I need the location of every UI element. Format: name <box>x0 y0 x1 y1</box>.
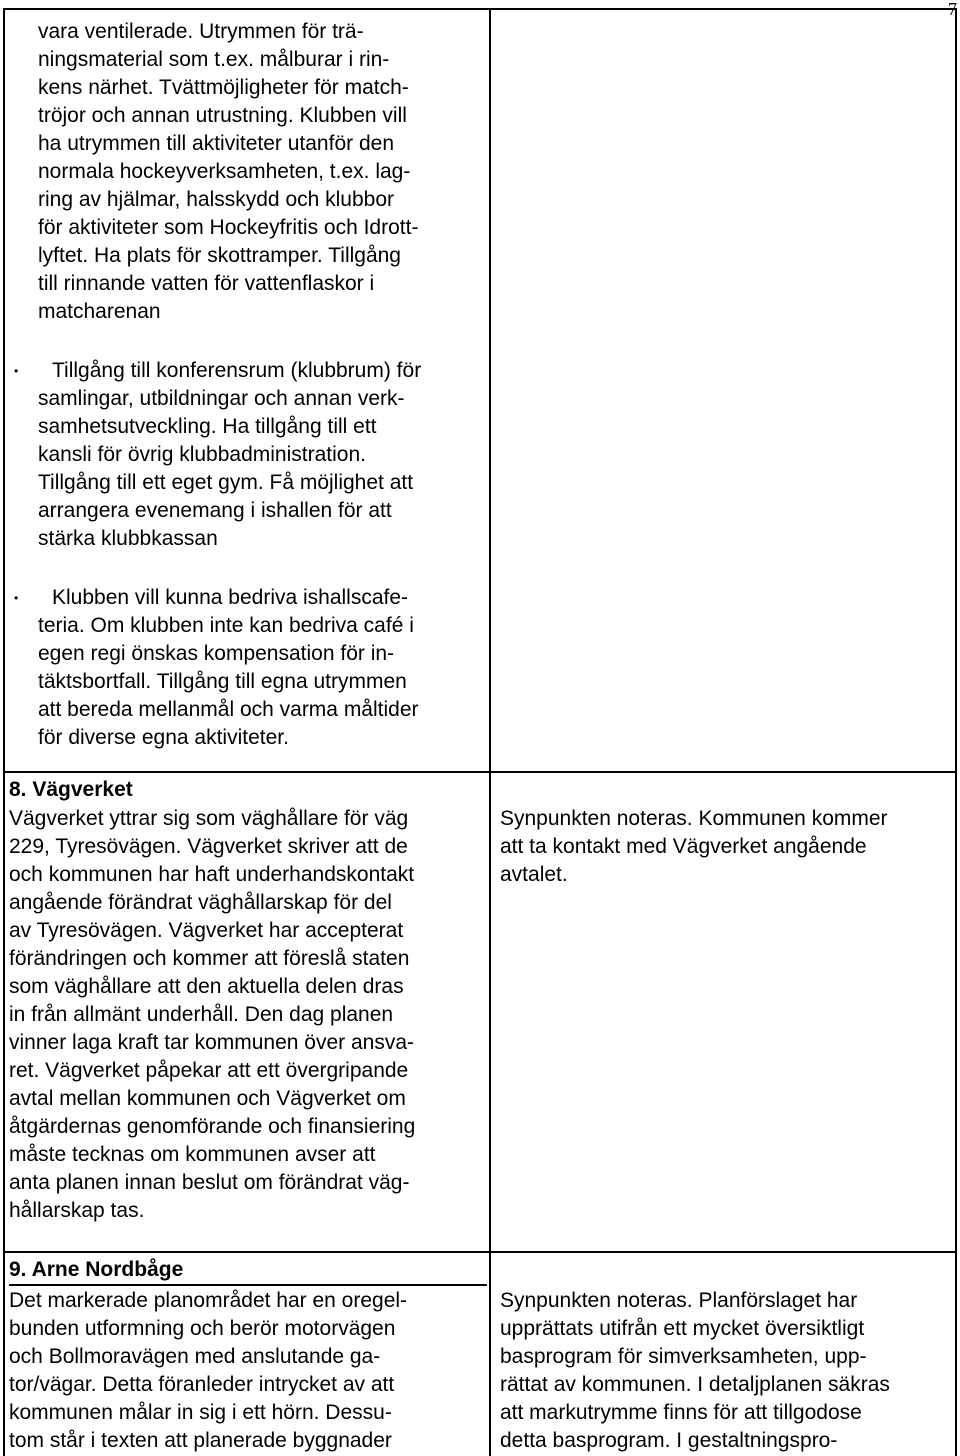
text-line: angående förändrat väghållarskap för del <box>9 891 392 914</box>
text-line: lyftet. Ha plats för skottramper. Tillgång <box>38 244 401 267</box>
text-line: bunden utformning och berör motorvägen <box>9 1317 396 1340</box>
response-line: avtalet. <box>500 863 568 886</box>
text-line: Klubben vill kunna bedriva ishallscafe- <box>52 586 409 609</box>
text-line: normala hockeyverksamheten, t.ex. lag- <box>38 160 411 183</box>
text-line: för diverse egna aktiviteter. <box>38 726 289 749</box>
response-line: basprogram för simverksamheten, upp- <box>500 1345 867 1368</box>
response-line: upprättats utifrån ett mycket översiktligt <box>500 1317 865 1340</box>
text-line: ha utrymmen till aktiviteter utanför den <box>38 132 394 155</box>
text-line: anta planen innan beslut om förändrat väg- <box>9 1171 410 1194</box>
text-line: ningsmaterial som t.ex. målburar i rin- <box>38 48 390 71</box>
text-line: Vägverket yttrar sig som väghållare för väg <box>9 807 409 830</box>
text-line: tröjor och annan utrustning. Klubben vill <box>38 104 407 127</box>
text-line: att bereda mellanmål och varma måltider <box>38 698 419 721</box>
row-divider-9 <box>3 1251 957 1253</box>
page-number: 7 <box>948 0 957 19</box>
text-line: för aktiviteter som Hockeyfritis och Idrott- <box>38 216 419 239</box>
section-heading: 8. Vägverket <box>9 778 133 801</box>
row-divider-8 <box>3 771 957 773</box>
column-divider <box>489 8 491 1456</box>
text-line: tor/vägar. Detta föranleder intrycket av att <box>9 1373 395 1396</box>
section-heading: 9. Arne Nordbåge <box>9 1256 487 1286</box>
text-line: arrangera evenemang i ishallen för att <box>38 499 392 522</box>
text-line: måste tecknas om kommunen avser att <box>9 1143 376 1166</box>
response-line: Synpunkten noteras. Kommunen kommer <box>500 807 888 830</box>
text-line: teria. Om klubben inte kan bedriva café i <box>38 614 414 637</box>
text-line: ret. Vägverket påpekar att ett övergripande <box>9 1059 409 1082</box>
text-line: Tillgång till ett eget gym. Få möjlighet att <box>38 471 414 494</box>
text-line: kansli för övrig klubbadministration. <box>38 443 366 466</box>
bullet-marker: • <box>14 364 19 378</box>
text-line: samlingar, utbildningar och annan verk- <box>38 387 405 410</box>
text-line: egen regi önskas kompensation för in- <box>38 642 395 665</box>
text-line: ring av hjälmar, halsskydd och klubbor <box>38 188 395 211</box>
text-line: avtal mellan kommunen och Vägverket om <box>9 1087 406 1110</box>
text-line: 229, Tyresövägen. Vägverket skriver att de <box>9 835 408 858</box>
text-line: förändringen och kommer att föreslå staten <box>9 947 410 970</box>
text-line: Det markerade planområdet har en oregel- <box>9 1289 408 1312</box>
text-line: vinner laga kraft tar kommunen över ansva- <box>9 1031 415 1054</box>
text-line: Tillgång till konferensrum (klubbrum) för <box>52 359 422 382</box>
text-line: till rinnande vatten för vattenflaskor i <box>38 272 375 295</box>
text-line: som väghållare att den aktuella delen dras <box>9 975 404 998</box>
text-line: samhetsutveckling. Ha tillgång till ett <box>38 415 377 438</box>
text-line: vara ventilerade. Utrymmen för trä- <box>38 20 364 43</box>
text-line: kens närhet. Tvättmöjligheter för match- <box>38 76 409 99</box>
response-line: att ta kontakt med Vägverket angående <box>500 835 867 858</box>
response-line: rättat av kommunen. I detaljplanen säkras <box>500 1373 890 1396</box>
text-line: och Bollmoravägen med anslutande ga- <box>9 1345 381 1368</box>
bullet-marker: • <box>14 591 19 605</box>
text-line: matcharenan <box>38 300 161 323</box>
text-line: in från allmänt underhåll. Den dag planen <box>9 1003 394 1026</box>
text-line: åtgärdernas genomförande och finansiering <box>9 1115 416 1138</box>
response-line: Synpunkten noteras. Planförslaget har <box>500 1289 858 1312</box>
text-line: hållarskap tas. <box>9 1199 145 1222</box>
text-line: och kommunen har haft underhandskontakt <box>9 863 415 886</box>
text-line: kommunen målar in sig i ett hörn. Dessu- <box>9 1401 392 1424</box>
text-line: stärka klubbkassan <box>38 527 218 550</box>
response-line: att markutrymme finns för att tillgodose <box>500 1401 862 1424</box>
text-line: tom står i texten att planerade byggnader <box>9 1429 392 1452</box>
text-line: av Tyresövägen. Vägverket har accepterat <box>9 919 404 942</box>
text-line: täktsbortfall. Tillgång till egna utrymmen <box>38 670 407 693</box>
response-line: detta basprogram. I gestaltningspro- <box>500 1429 838 1452</box>
